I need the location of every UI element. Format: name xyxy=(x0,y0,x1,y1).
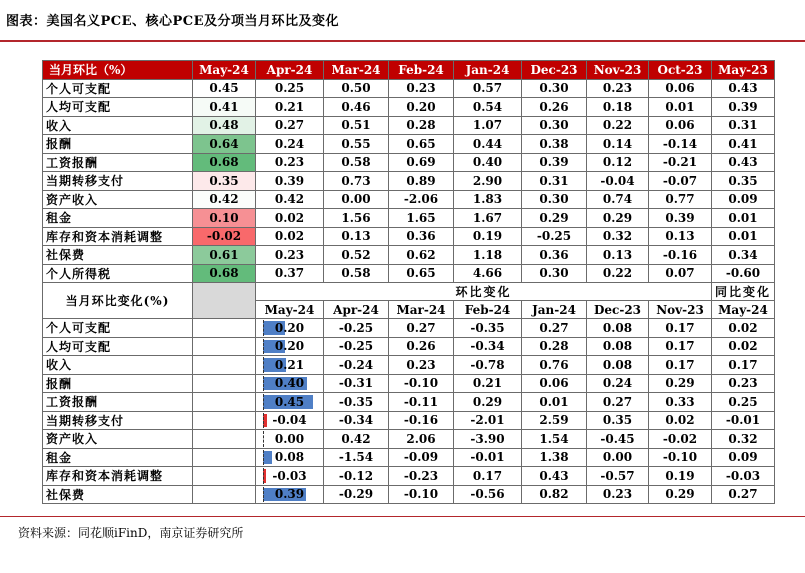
table-row xyxy=(43,467,775,486)
table-row xyxy=(43,485,775,504)
value-cell: -3.90 xyxy=(454,430,522,449)
row-label: 个人可支配 xyxy=(43,319,193,338)
value-cell: 0.01 xyxy=(712,227,775,246)
figure-title: 图表：美国名义PCE、核心PCE及分项当月环比及变化 xyxy=(6,14,340,29)
bar-axis xyxy=(263,431,264,447)
table-row xyxy=(43,356,775,375)
row-label: 库存和资本消耗调整 xyxy=(43,467,193,486)
row-label: 租金 xyxy=(43,448,193,467)
value-cell: 0.28 xyxy=(389,116,454,135)
table2-blank-cell xyxy=(193,283,256,319)
value-cell: -0.25 xyxy=(522,227,587,246)
value-cell: 0.23 xyxy=(389,79,454,98)
value-cell: 0.33 xyxy=(649,393,712,412)
bar-cell xyxy=(256,448,324,467)
value-cell: 0.65 xyxy=(389,264,454,283)
value-cell: 0.32 xyxy=(587,227,649,246)
table-row xyxy=(43,246,775,265)
value-cell: -0.16 xyxy=(389,411,454,430)
row-label: 资产收入 xyxy=(43,190,193,209)
bar-value: 0.20 xyxy=(274,320,305,335)
value-cell: -0.34 xyxy=(454,337,522,356)
value-cell: -2.06 xyxy=(389,190,454,209)
heat-cell: 0.48 xyxy=(193,116,256,135)
value-cell: 0.08 xyxy=(587,356,649,375)
column-header: May-23 xyxy=(712,61,775,80)
value-cell: 0.37 xyxy=(256,264,324,283)
value-cell: 1.54 xyxy=(522,430,587,449)
value-cell: 0.19 xyxy=(454,227,522,246)
column-header: Nov-23 xyxy=(649,301,712,319)
heat-cell: 0.41 xyxy=(193,98,256,117)
table2-title: 当月环比变化(%) xyxy=(43,283,193,319)
value-cell: 0.27 xyxy=(389,319,454,338)
value-cell: 1.38 xyxy=(522,448,587,467)
value-cell: 0.58 xyxy=(324,264,389,283)
bar-value: 0.20 xyxy=(274,339,305,354)
value-cell: 0.17 xyxy=(649,337,712,356)
value-cell: 0.31 xyxy=(712,116,775,135)
value-cell: 0.27 xyxy=(712,485,775,504)
value-cell: 0.02 xyxy=(649,411,712,430)
column-header: Apr-24 xyxy=(256,61,324,80)
bar-axis xyxy=(263,394,264,410)
value-cell: 1.67 xyxy=(454,209,522,228)
value-cell: -0.07 xyxy=(649,172,712,191)
value-cell: -0.14 xyxy=(649,135,712,154)
value-cell: 0.41 xyxy=(712,135,775,154)
value-cell: 0.23 xyxy=(587,485,649,504)
value-cell: -0.78 xyxy=(454,356,522,375)
title-rule xyxy=(0,40,805,42)
value-cell: 0.39 xyxy=(256,172,324,191)
blank-cell xyxy=(193,393,256,412)
value-cell: 0.27 xyxy=(256,116,324,135)
value-cell: 2.90 xyxy=(454,172,522,191)
value-cell: -0.24 xyxy=(324,356,389,375)
value-cell: 0.01 xyxy=(522,393,587,412)
value-cell: -0.09 xyxy=(389,448,454,467)
value-cell: -0.35 xyxy=(324,393,389,412)
row-label: 当期转移支付 xyxy=(43,172,193,191)
row-label: 个人可支配 xyxy=(43,79,193,98)
column-header: Mar-24 xyxy=(324,61,389,80)
bar-axis xyxy=(263,487,264,503)
table-row xyxy=(43,209,775,228)
row-label: 报酬 xyxy=(43,374,193,393)
value-cell: 0.21 xyxy=(256,98,324,117)
value-cell: 0.00 xyxy=(324,190,389,209)
value-cell: 0.27 xyxy=(522,319,587,338)
value-cell: 0.06 xyxy=(649,79,712,98)
value-cell: 0.58 xyxy=(324,153,389,172)
value-cell: 0.52 xyxy=(324,246,389,265)
value-cell: 0.36 xyxy=(522,246,587,265)
data-bar xyxy=(263,451,272,465)
value-cell: -0.31 xyxy=(324,374,389,393)
heat-cell: 0.10 xyxy=(193,209,256,228)
value-cell: 0.17 xyxy=(649,319,712,338)
value-cell: 0.42 xyxy=(324,430,389,449)
value-cell: 0.24 xyxy=(256,135,324,154)
value-cell: 0.43 xyxy=(522,467,587,486)
value-cell: 0.23 xyxy=(389,356,454,375)
value-cell: 0.18 xyxy=(587,98,649,117)
value-cell: 0.50 xyxy=(324,79,389,98)
value-cell: 0.08 xyxy=(587,337,649,356)
value-cell: 0.29 xyxy=(649,485,712,504)
value-cell: -0.10 xyxy=(389,374,454,393)
table1-body xyxy=(43,61,775,283)
column-header: Feb-24 xyxy=(389,61,454,80)
bar-value: 0.39 xyxy=(274,487,305,502)
value-cell: 0.43 xyxy=(712,79,775,98)
value-cell: -1.54 xyxy=(324,448,389,467)
table2-body xyxy=(43,283,775,504)
value-cell: 0.39 xyxy=(712,98,775,117)
value-cell: -0.60 xyxy=(712,264,775,283)
bar-cell xyxy=(256,411,324,430)
value-cell: 0.09 xyxy=(712,190,775,209)
row-label: 个人所得税 xyxy=(43,264,193,283)
value-cell: 0.74 xyxy=(587,190,649,209)
column-header: Mar-24 xyxy=(389,301,454,319)
value-cell: 0.35 xyxy=(712,172,775,191)
value-cell: -0.10 xyxy=(649,448,712,467)
value-cell: 0.12 xyxy=(587,153,649,172)
row-label: 当期转移支付 xyxy=(43,411,193,430)
value-cell: 0.30 xyxy=(522,79,587,98)
value-cell: -0.34 xyxy=(324,411,389,430)
value-cell: 1.83 xyxy=(454,190,522,209)
value-cell: -0.23 xyxy=(389,467,454,486)
bar-value: 0.45 xyxy=(274,394,305,409)
value-cell: 0.77 xyxy=(649,190,712,209)
heat-cell: 0.68 xyxy=(193,264,256,283)
heat-cell: 0.42 xyxy=(193,190,256,209)
table-row xyxy=(43,98,775,117)
bar-axis xyxy=(263,357,264,373)
heat-cell: 0.64 xyxy=(193,135,256,154)
value-cell: 0.13 xyxy=(324,227,389,246)
value-cell: -0.16 xyxy=(649,246,712,265)
value-cell: 0.42 xyxy=(256,190,324,209)
value-cell: 0.17 xyxy=(649,356,712,375)
value-cell: 0.00 xyxy=(587,448,649,467)
value-cell: 0.06 xyxy=(522,374,587,393)
table-row xyxy=(43,430,775,449)
value-cell: 0.02 xyxy=(712,337,775,356)
value-cell: 0.08 xyxy=(587,319,649,338)
value-cell: 0.34 xyxy=(712,246,775,265)
bar-cell xyxy=(256,485,324,504)
value-cell: 0.82 xyxy=(522,485,587,504)
bar-cell xyxy=(256,356,324,375)
value-cell: 4.66 xyxy=(454,264,522,283)
blank-cell xyxy=(193,374,256,393)
value-cell: 0.30 xyxy=(522,116,587,135)
group-mom-label: 环比变化 xyxy=(256,283,712,301)
column-header: May-24 xyxy=(193,61,256,80)
value-cell: 0.30 xyxy=(522,264,587,283)
bar-value: 0.00 xyxy=(274,431,305,446)
row-label: 工资报酬 xyxy=(43,393,193,412)
value-cell: 0.39 xyxy=(522,153,587,172)
blank-cell xyxy=(193,337,256,356)
value-cell: 0.23 xyxy=(712,374,775,393)
value-cell: -0.35 xyxy=(454,319,522,338)
column-header: Jan-24 xyxy=(454,61,522,80)
value-cell: -0.11 xyxy=(389,393,454,412)
bar-cell xyxy=(256,337,324,356)
value-cell: 0.06 xyxy=(649,116,712,135)
value-cell: 0.13 xyxy=(649,227,712,246)
row-label: 资产收入 xyxy=(43,430,193,449)
value-cell: 0.22 xyxy=(587,116,649,135)
value-cell: -0.25 xyxy=(324,319,389,338)
value-cell: 1.18 xyxy=(454,246,522,265)
value-cell: -0.01 xyxy=(712,411,775,430)
value-cell: 0.46 xyxy=(324,98,389,117)
value-cell: 0.01 xyxy=(712,209,775,228)
table-row xyxy=(43,448,775,467)
value-cell: 0.62 xyxy=(389,246,454,265)
value-cell: 0.17 xyxy=(712,356,775,375)
value-cell: 0.40 xyxy=(454,153,522,172)
value-cell: 0.36 xyxy=(389,227,454,246)
bar-axis xyxy=(263,320,264,336)
value-cell: -0.56 xyxy=(454,485,522,504)
row-label: 人均可支配 xyxy=(43,98,193,117)
value-cell: 0.02 xyxy=(256,209,324,228)
value-cell: 0.26 xyxy=(522,98,587,117)
value-cell: 2.06 xyxy=(389,430,454,449)
value-cell: -0.25 xyxy=(324,337,389,356)
bar-cell xyxy=(256,393,324,412)
row-label: 社保费 xyxy=(43,246,193,265)
table-row xyxy=(43,172,775,191)
value-cell: -0.02 xyxy=(649,430,712,449)
table-row xyxy=(43,411,775,430)
value-cell: 0.28 xyxy=(522,337,587,356)
table-row xyxy=(43,79,775,98)
value-cell: 0.31 xyxy=(522,172,587,191)
value-cell: 0.25 xyxy=(256,79,324,98)
value-cell: 0.23 xyxy=(256,246,324,265)
value-cell: 0.24 xyxy=(587,374,649,393)
table-row xyxy=(43,319,775,338)
table1-header-row xyxy=(43,61,775,80)
heat-cell: 0.61 xyxy=(193,246,256,265)
table2-group-row xyxy=(43,283,775,301)
value-cell: 0.76 xyxy=(522,356,587,375)
value-cell: -0.21 xyxy=(649,153,712,172)
value-cell: 0.02 xyxy=(256,227,324,246)
table-row xyxy=(43,393,775,412)
row-label: 库存和资本消耗调整 xyxy=(43,227,193,246)
table-row xyxy=(43,190,775,209)
blank-cell xyxy=(193,467,256,486)
row-label: 社保费 xyxy=(43,485,193,504)
bar-cell xyxy=(256,467,324,486)
pce-table xyxy=(42,60,775,504)
value-cell: 0.01 xyxy=(649,98,712,117)
value-cell: 0.51 xyxy=(324,116,389,135)
value-cell: 0.14 xyxy=(587,135,649,154)
heat-cell: 0.35 xyxy=(193,172,256,191)
table-row xyxy=(43,374,775,393)
bar-cell xyxy=(256,430,324,449)
heat-cell: -0.02 xyxy=(193,227,256,246)
table-row xyxy=(43,337,775,356)
bar-value: 0.08 xyxy=(274,450,305,465)
value-cell: 0.20 xyxy=(389,98,454,117)
blank-cell xyxy=(193,319,256,338)
value-cell: 0.26 xyxy=(389,337,454,356)
value-cell: 0.27 xyxy=(587,393,649,412)
value-cell: 0.43 xyxy=(712,153,775,172)
heat-cell: 0.68 xyxy=(193,153,256,172)
column-header: Oct-23 xyxy=(649,61,712,80)
table-row xyxy=(43,227,775,246)
blank-cell xyxy=(193,411,256,430)
source-rule xyxy=(0,516,805,517)
column-header: Apr-24 xyxy=(324,301,389,319)
value-cell: 0.19 xyxy=(649,467,712,486)
bar-axis xyxy=(263,339,264,355)
column-header: Feb-24 xyxy=(454,301,522,319)
value-cell: 0.09 xyxy=(712,448,775,467)
value-cell: 1.56 xyxy=(324,209,389,228)
value-cell: 0.44 xyxy=(454,135,522,154)
table-row xyxy=(43,116,775,135)
column-header: Nov-23 xyxy=(587,61,649,80)
bar-axis xyxy=(263,450,264,466)
table-row xyxy=(43,135,775,154)
value-cell: 1.07 xyxy=(454,116,522,135)
bar-value: 0.40 xyxy=(274,376,305,391)
value-cell: -0.03 xyxy=(712,467,775,486)
bar-value: -0.03 xyxy=(272,468,307,483)
value-cell: 0.54 xyxy=(454,98,522,117)
source-note: 资料来源：同花顺iFinD，南京证券研究所 xyxy=(18,526,244,540)
bar-value: 0.21 xyxy=(274,357,305,372)
value-cell: -2.01 xyxy=(454,411,522,430)
bar-cell xyxy=(256,319,324,338)
row-label: 工资报酬 xyxy=(43,153,193,172)
bar-cell xyxy=(256,374,324,393)
value-cell: 0.32 xyxy=(712,430,775,449)
blank-cell xyxy=(193,430,256,449)
value-cell: -0.45 xyxy=(587,430,649,449)
value-cell: 0.29 xyxy=(649,374,712,393)
value-cell: 0.38 xyxy=(522,135,587,154)
blank-cell xyxy=(193,448,256,467)
blank-cell xyxy=(193,485,256,504)
value-cell: 0.55 xyxy=(324,135,389,154)
value-cell: 0.69 xyxy=(389,153,454,172)
row-label: 收入 xyxy=(43,356,193,375)
value-cell: 0.21 xyxy=(454,374,522,393)
value-cell: -0.10 xyxy=(389,485,454,504)
value-cell: 0.13 xyxy=(587,246,649,265)
value-cell: 0.30 xyxy=(522,190,587,209)
value-cell: -0.01 xyxy=(454,448,522,467)
row-label: 人均可支配 xyxy=(43,337,193,356)
value-cell: -0.29 xyxy=(324,485,389,504)
heat-cell: 0.45 xyxy=(193,79,256,98)
value-cell: 0.65 xyxy=(389,135,454,154)
value-cell: 0.07 xyxy=(649,264,712,283)
group-yoy-label: 同比变化 xyxy=(712,283,775,301)
value-cell: 0.29 xyxy=(522,209,587,228)
value-cell: -0.57 xyxy=(587,467,649,486)
value-cell: 0.25 xyxy=(712,393,775,412)
table-row xyxy=(43,153,775,172)
bar-value: -0.04 xyxy=(272,413,307,428)
value-cell: 0.22 xyxy=(587,264,649,283)
table1-title: 当月环比（%） xyxy=(43,61,193,80)
column-header: Jan-24 xyxy=(522,301,587,319)
bar-axis xyxy=(263,468,264,484)
column-header: May-24 xyxy=(712,301,775,319)
value-cell: 0.89 xyxy=(389,172,454,191)
row-label: 租金 xyxy=(43,209,193,228)
value-cell: 0.35 xyxy=(587,411,649,430)
bar-axis xyxy=(263,413,264,429)
table-row xyxy=(43,264,775,283)
column-header: Dec-23 xyxy=(587,301,649,319)
value-cell: 0.73 xyxy=(324,172,389,191)
value-cell: 0.39 xyxy=(649,209,712,228)
value-cell: 0.17 xyxy=(454,467,522,486)
value-cell: 0.23 xyxy=(256,153,324,172)
value-cell: 0.02 xyxy=(712,319,775,338)
column-header: May-24 xyxy=(256,301,324,319)
value-cell: 0.29 xyxy=(454,393,522,412)
value-cell: -0.12 xyxy=(324,467,389,486)
bar-axis xyxy=(263,376,264,392)
row-label: 报酬 xyxy=(43,135,193,154)
value-cell: 0.29 xyxy=(587,209,649,228)
value-cell: -0.04 xyxy=(587,172,649,191)
blank-cell xyxy=(193,356,256,375)
value-cell: 0.57 xyxy=(454,79,522,98)
row-label: 收入 xyxy=(43,116,193,135)
value-cell: 0.23 xyxy=(587,79,649,98)
value-cell: 1.65 xyxy=(389,209,454,228)
column-header: Dec-23 xyxy=(522,61,587,80)
value-cell: 2.59 xyxy=(522,411,587,430)
